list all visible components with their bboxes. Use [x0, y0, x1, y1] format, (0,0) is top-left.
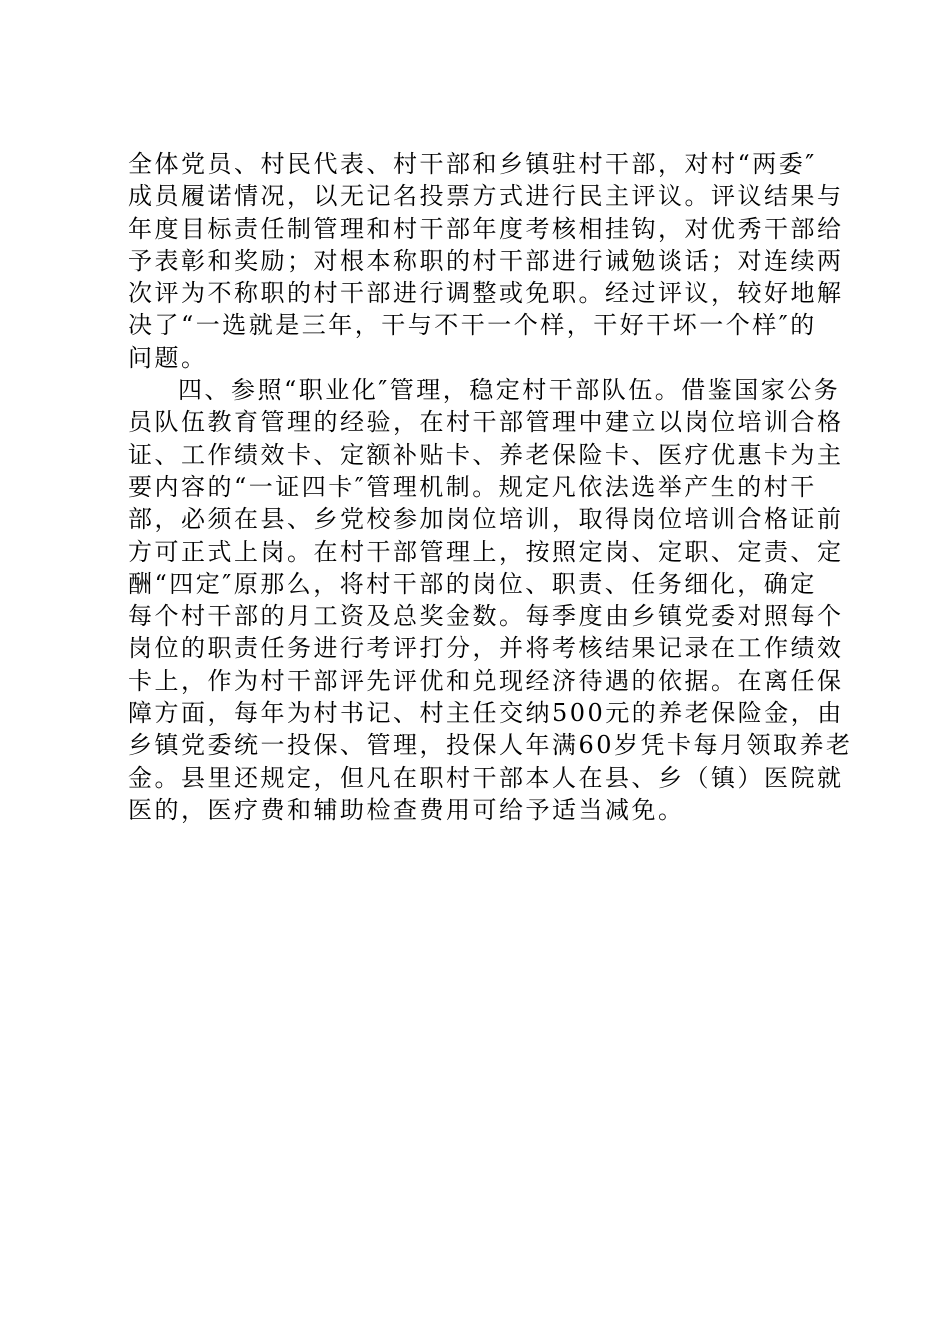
- text-line: 酬“四定″原那么，将村干部的岗位、职责、任务细化，确定: [128, 569, 817, 598]
- paragraph-start-line: 四、参照“职业化″管理，稳定村干部队伍。借鉴国家公务: [178, 376, 841, 405]
- text-line: 要内容的“一证四卡″管理机制。规定凡依法选举产生的村干: [128, 472, 817, 501]
- text-line: 决了“一选就是三年，干与不干一个样，干好干坏一个样″的: [128, 311, 817, 340]
- text-line: 方可正式上岗。在村干部管理上，按照定岗、定职、定责、定: [128, 537, 844, 566]
- text-line: 次评为不称职的村干部进行调整或免职。经过评议，较好地解: [128, 279, 844, 308]
- text-line: 证、工作绩效卡、定额补贴卡、养老保险卡、医疗优惠卡为主: [128, 440, 844, 469]
- text-line: 予表彰和奖励；对根本称职的村干部进行诫勉谈话；对连续两: [128, 246, 844, 275]
- text-line: 问题。: [128, 343, 208, 372]
- text-line: 岗位的职责任务进行考评打分，并将考核结果记录在工作绩效: [128, 634, 844, 663]
- text-line: 成员履诺情况，以无记名投票方式进行民主评议。评议结果与: [128, 182, 844, 211]
- text-line: 乡镇党委统一投保、管理，投保人年满60岁凭卡每月领取养老: [128, 731, 853, 760]
- text-line: 全体党员、村民代表、村干部和乡镇驻村干部，对村“两委″: [128, 150, 817, 178]
- text-line: 员队伍教育管理的经验，在村干部管理中建立以岗位培训合格: [128, 408, 844, 437]
- text-line: 金。县里还规定，但凡在职村干部本人在县、乡（镇）医院就: [128, 763, 844, 792]
- text-line: 每个村干部的月工资及总奖金数。每季度由乡镇党委对照每个: [128, 602, 844, 631]
- text-line: 部，必须在县、乡党校参加岗位培训，取得岗位培训合格证前: [128, 505, 844, 534]
- body-text: [128, 148, 853, 826]
- text-line: 卡上，作为村干部评先评优和兑现经济待遇的依据。在离任保: [128, 666, 844, 695]
- text-line: 年度目标责任制管理和村干部年度考核相挂钩，对优秀干部给: [128, 214, 844, 243]
- text-line: 医的，医疗费和辅助检查费用可给予适当减免。: [128, 795, 685, 824]
- text-line: 障方面，每年为村书记、村主任交纳500元的养老保险金，由: [128, 699, 844, 728]
